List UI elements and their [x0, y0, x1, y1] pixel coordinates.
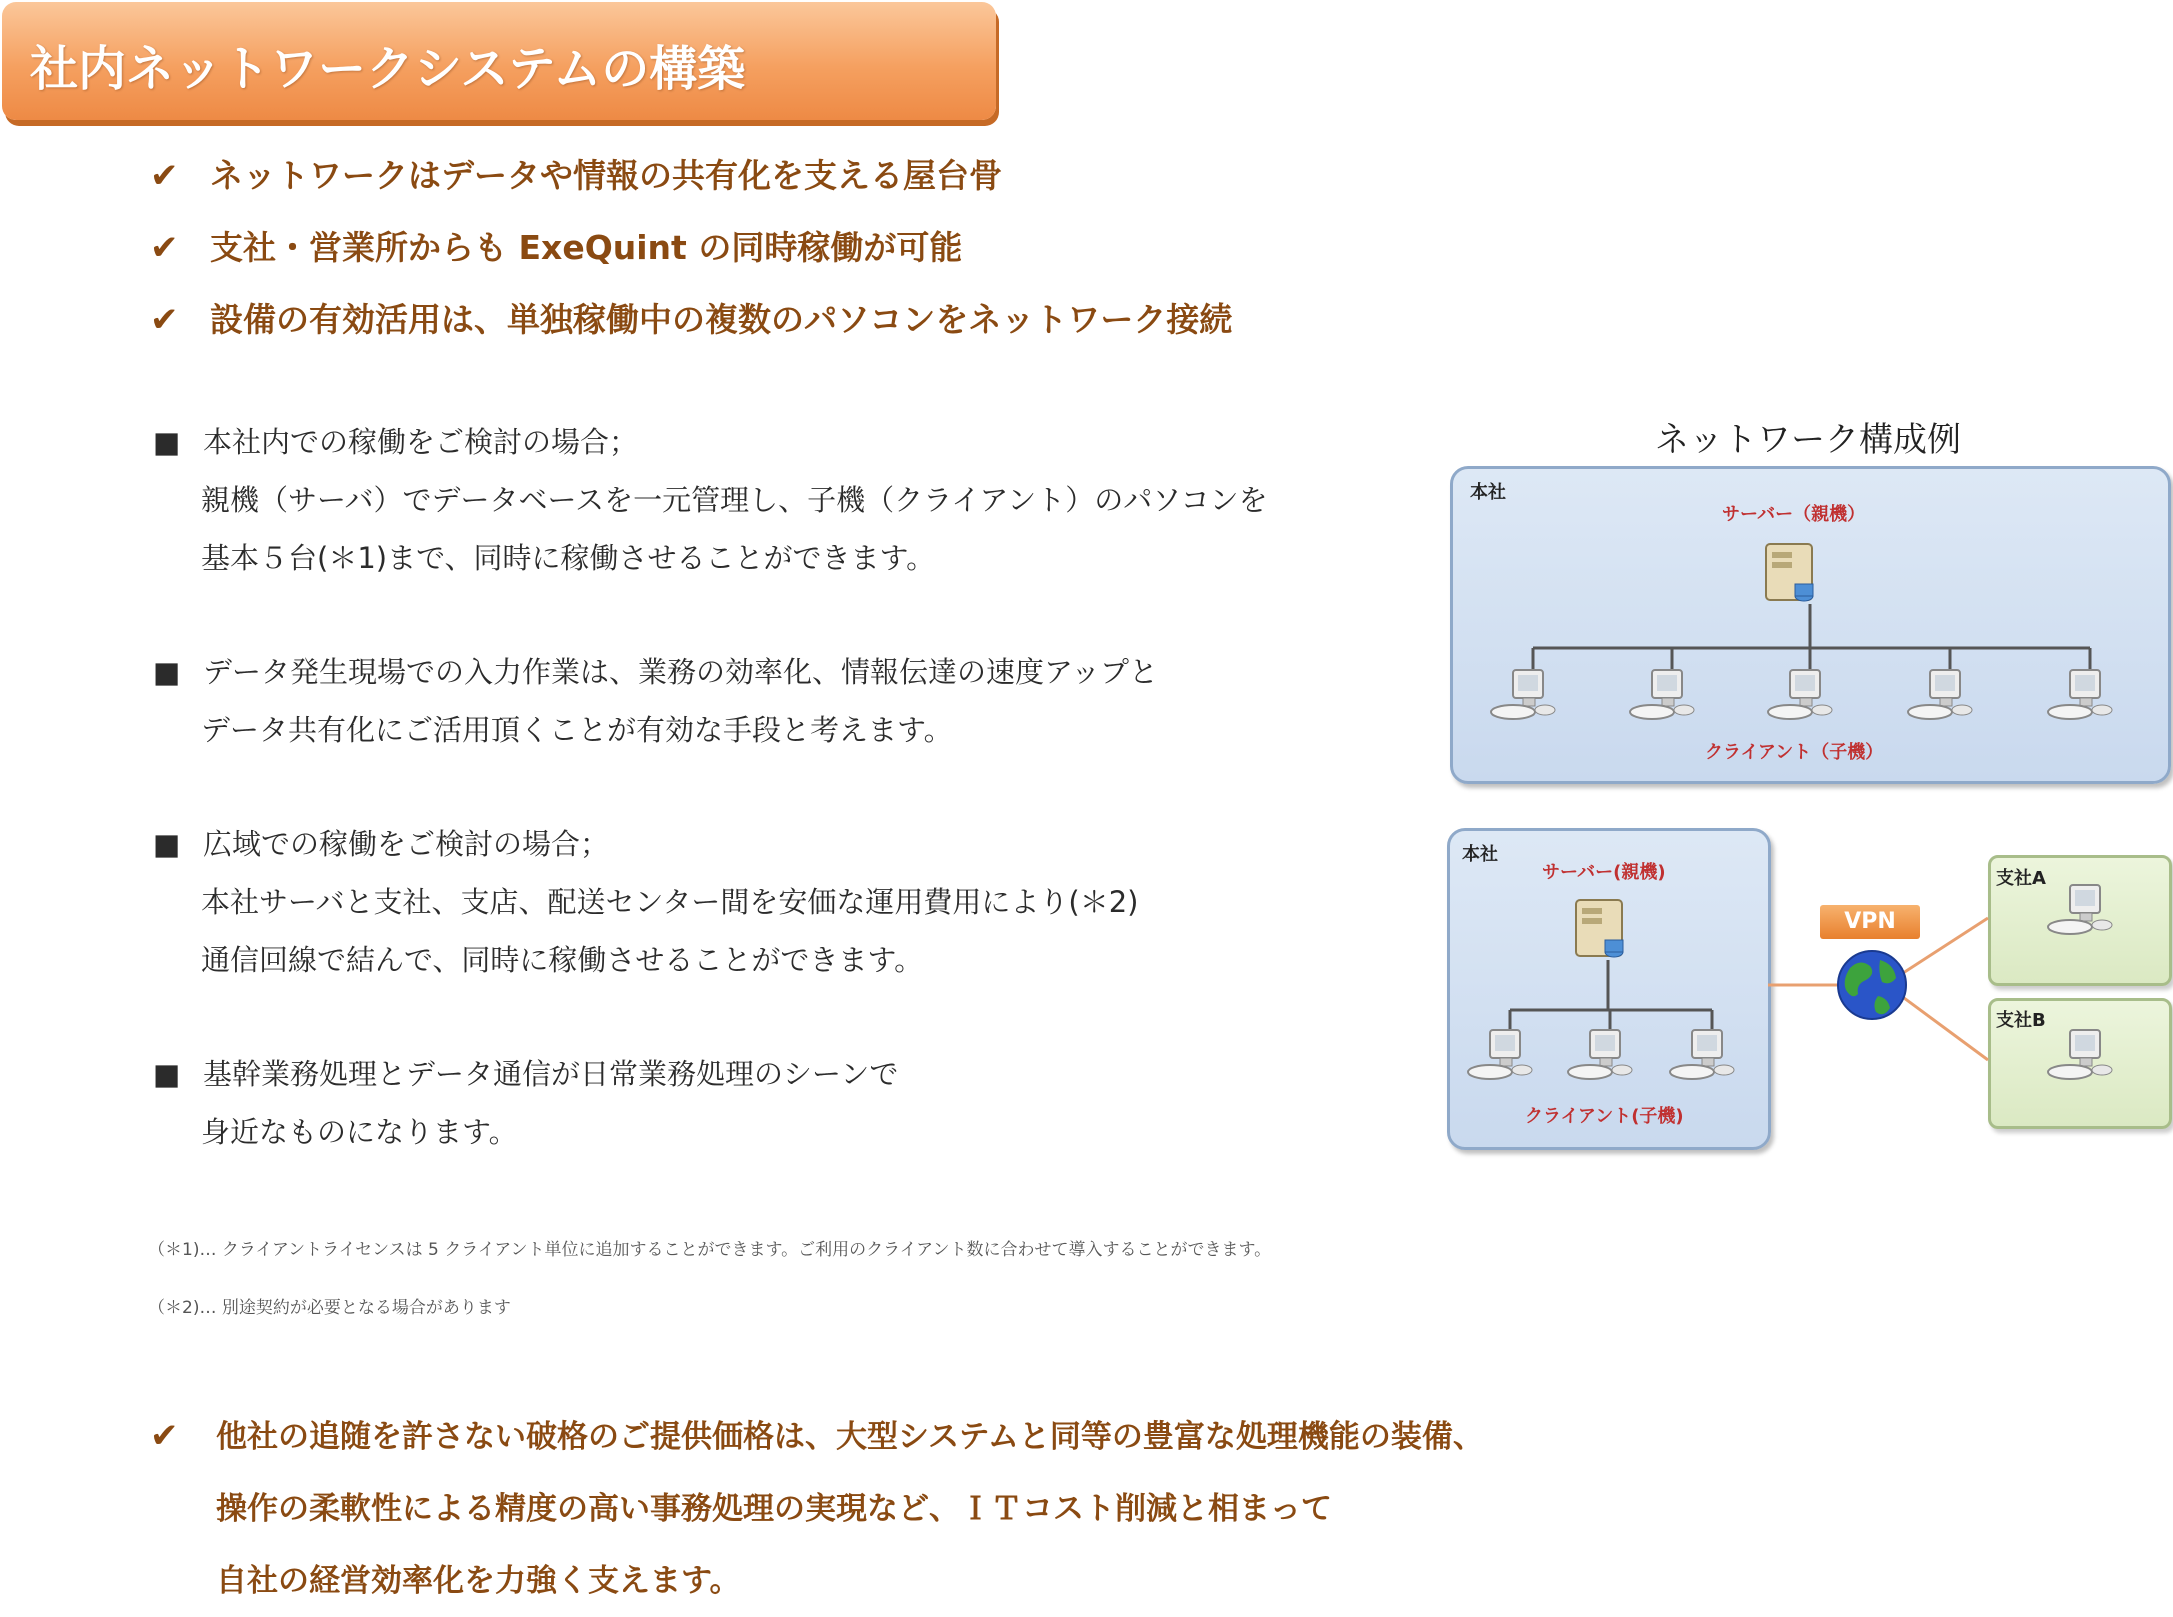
lan-server-icon	[1766, 544, 1813, 601]
wan-client-pc-icon	[1468, 1030, 1532, 1079]
lan-client-pc-icon	[1630, 670, 1694, 719]
wan-server-icon	[1576, 900, 1623, 957]
globe-icon	[1838, 951, 1906, 1019]
wan-server-label: サーバー(親機)	[1542, 862, 1666, 883]
section-line: 通信回線で結んで、同時に稼働させることができます。	[201, 943, 924, 977]
footnote-2: （＊2)… 別途契約が必要となる場合があります	[148, 1298, 511, 1318]
lan-client-pc-icon	[2048, 670, 2112, 719]
page-title: 社内ネットワークシステムの構築	[30, 41, 746, 97]
lan-client-pc-icon	[1491, 670, 1555, 719]
wan-client-label: クライアント(子機)	[1525, 1106, 1684, 1127]
lan-client-pc-icon	[1768, 670, 1832, 719]
square-icon: ■	[153, 655, 181, 689]
section-line: ■ 広域での稼働をご検討の場合；	[153, 815, 1138, 873]
top-bullet-text: ネットワークはデータや情報の共有化を支える屋台骨	[210, 156, 1002, 195]
section-line: ■ 本社内での稼働をご検討の場合；	[153, 413, 1268, 471]
branch-b-label: 支社B	[1996, 1010, 2046, 1031]
check-icon: ✔	[150, 300, 179, 340]
square-icon: ■	[153, 1057, 181, 1091]
section-line: 身近なものになります。	[201, 1115, 518, 1149]
section-line: 本社サーバと支社、支店、配送センター間を安価な運用費用により(＊2)	[201, 885, 1139, 919]
lan-client-pc-icon	[1908, 670, 1972, 719]
wan-client-pc-icon	[1670, 1030, 1734, 1079]
lan-office-label: 本社	[1470, 482, 1506, 503]
section-line: 基本５台(＊1)まで、同時に稼働させることができます。	[201, 541, 936, 575]
wan-office-label: 本社	[1462, 844, 1498, 865]
section-line: 親機（サーバ）でデータベースを一元管理し、子機（クライアント）のパソコンを	[201, 483, 1268, 517]
wan-client-pc-icon	[1568, 1030, 1632, 1079]
diagram-title: ネットワーク構成例	[1655, 420, 1961, 460]
lan-server-label: サーバー（親機）	[1722, 504, 1866, 525]
section-line: ■ データ発生現場での入力作業は、業務の効率化、情報伝達の速度アップと	[153, 643, 1158, 701]
footnote-1: （＊1)… クライアントライセンスは 5 クライアント単位に追加することができます。ご利用のクライアント数に合わせて導入することができます。	[148, 1240, 1272, 1260]
square-icon: ■	[153, 827, 181, 861]
branch-a-pc-icon	[2048, 885, 2112, 934]
check-icon: ✔	[150, 228, 179, 268]
branch-b-pc-icon	[2048, 1030, 2112, 1079]
bottom-bullet-line: 他社の追随を許さない破格のご提供価格は、大型システムと同等の豊富な処理機能の装備、	[216, 1419, 1484, 1455]
top-bullet-text: 設備の有効活用は、単独稼働中の複数のパソコンをネットワーク接続	[210, 300, 1233, 339]
top-bullet-text: 支社・営業所からも ExeQuint の同時稼働が可能	[210, 228, 963, 267]
section-line: ■ 基幹業務処理とデータ通信が日常業務処理のシーンで	[153, 1045, 898, 1103]
vpn-badge: VPN	[1820, 905, 1920, 939]
square-icon: ■	[153, 425, 181, 459]
bottom-bullet-line: 操作の柔軟性による精度の高い事務処理の実現など、ＩＴコスト削減と相まって	[216, 1491, 1332, 1527]
branch-a-label: 支社A	[1996, 868, 2046, 889]
check-icon: ✔	[150, 156, 179, 196]
check-icon: ✔	[150, 1416, 179, 1456]
lan-client-label: クライアント（子機）	[1705, 742, 1884, 763]
section-line: データ共有化にご活用頂くことが有効な手段と考えます。	[201, 713, 953, 747]
bottom-bullet-line: 自社の経営効率化を力強く支えます。	[216, 1563, 741, 1599]
